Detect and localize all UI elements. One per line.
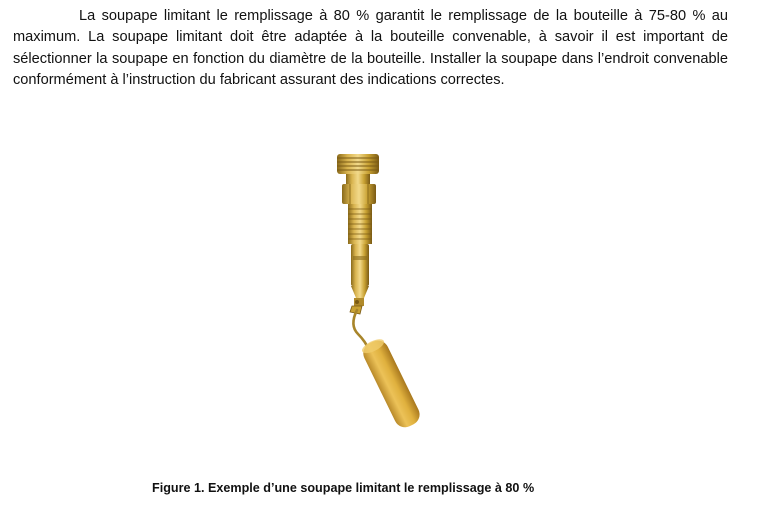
valve-hex-nut xyxy=(342,184,376,204)
valve-illustration xyxy=(300,148,450,438)
float-arm-wire xyxy=(353,310,368,348)
valve-taper xyxy=(351,286,369,298)
valve-top-thread xyxy=(337,154,379,174)
figure-caption: Figure 1. Exemple d’une soupape limitant le remplissage à 80 % xyxy=(152,481,535,495)
valve-body xyxy=(351,244,369,286)
float-cylinder xyxy=(359,336,423,431)
valve-threaded-shaft xyxy=(348,204,372,244)
body-paragraph: La soupape limitant le remplissage à 80 % garantit le remplissage de la bouteille à 75-80 % au maximum. La soupape limitant doit être adaptée à la bouteille convenable, à savoir il est important de sélectionner la soupape en fonction du diamètre de la bouteille. Installer la soupape dans l’endroit convenable conformément à l’instruction du fabricant assurant des indications correctes. xyxy=(13,8,728,88)
valve-neck xyxy=(346,174,370,184)
